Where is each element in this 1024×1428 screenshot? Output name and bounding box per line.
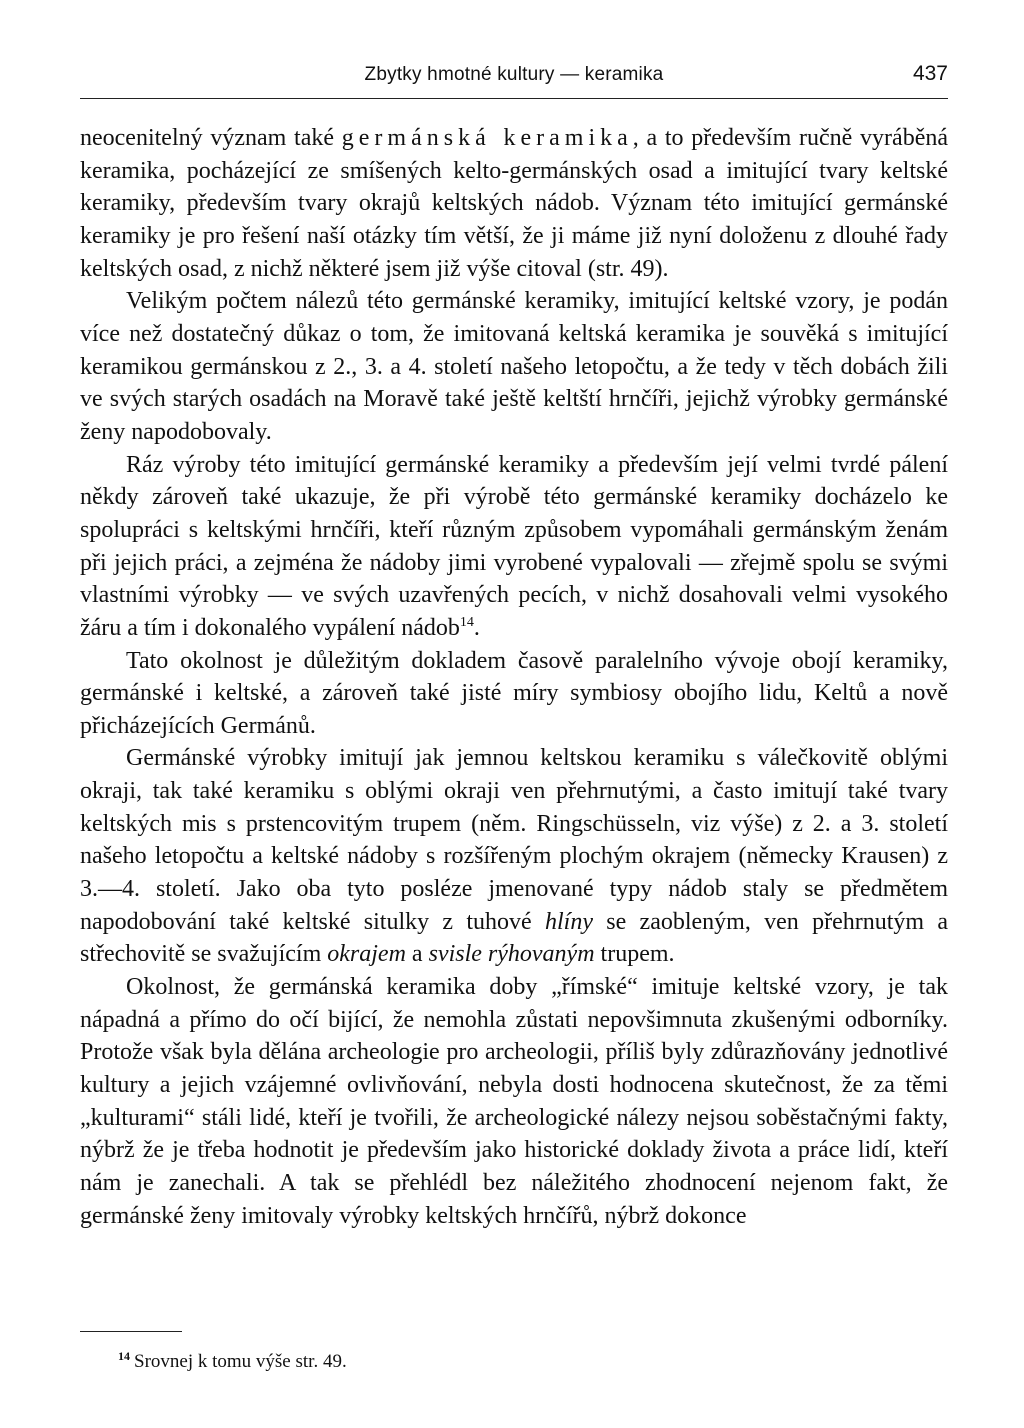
header-rule: [80, 98, 948, 99]
paragraph-1-spaced-term: germánská keramika: [341, 125, 633, 151]
footnote-reference[interactable]: 14: [459, 614, 474, 630]
paragraph-5-text-c: a: [405, 941, 429, 968]
paragraph-5-italic-3: svisle rýhovaným: [428, 941, 595, 968]
paragraph-1: [80, 122, 948, 285]
paragraph-2: Velikým počtem nálezů této germánské keramiky, imitující keltské vzory, je podán více než dostatečný důkaz o tom, že imitovaná keltská keramika je souvěká s imitující keramikou germánskou z 2., 3. a 4. století našeho letopočtu, a že tedy v těch dobách žili ve svých starých osadách na Moravě také ještě keltští hrnčíři, jejichž výrobky germánské ženy napodobovaly.: [80, 288, 948, 445]
footnote-number: 14: [118, 1349, 130, 1363]
paragraph-3-end: .: [473, 614, 480, 641]
paragraph-5-text-b: se zaobleným, ven přehrnutým a střechovitě se svažujícím: [80, 908, 948, 968]
paragraph-5-italic-2: okrajem: [327, 941, 406, 968]
footnote-rule: [80, 1331, 182, 1332]
running-title: Zbytky hmotné kultury — keramika: [364, 64, 664, 85]
paragraph-6: Okolnost, že germánská keramika doby „římské“ imituje keltské vzory, je tak nápadná a přímo do očí bijící, že nemohla zůstati nepovšimnuta zkušenými odborníky. Protože však byla dělána archeologie pro archeologii, příliš byly zdůrazňovány jednotlivé kultury a jejich vzájemné ovlivňování, nebyla dosti hodnocena skutečnost, že za těmi „kulturami“ stáli lidé, kteří je tvořili, že archeologické nálezy nejsou soběstačnými fakty, nýbrž že je třeba hodnotit je především jako historické doklady života a práce lidí, kteří nám je zanechali. A tak se přehlédl bez náležitého zhodnocení nejenom fakt, že germánské ženy imitovaly výrobky keltských hrnčířů, nýbrž dokonce: [80, 974, 948, 1229]
paragraph-3: [80, 449, 948, 645]
paragraph-5: [80, 742, 948, 971]
footnote-text: Srovnej k tomu výše str. 49.: [134, 1351, 347, 1372]
running-header: [80, 60, 948, 94]
paragraph-1-text-b: , a to především ručně vyráběná keramika, pocházející ze smíšených kelto-germánských osad a imitující tvary keltské keramiky, především tvary okrajů keltských nádob. Význam této imitující germánské keramiky je pro řešení naší otázky tím větší, že ji máme již nyní doloženu z dlouhé řady keltských osad, z nichž některé jsem již výše citoval (str. 49).: [80, 125, 948, 282]
body-text: [80, 122, 948, 1232]
paragraph-5-italic-1: hlíny: [544, 908, 593, 935]
paragraph-4: Tato okolnost je důležitým dokladem časově paralelního vývoje obojí keramiky, germánské i keltské, a zároveň také jisté míry symbiosy obojího lidu, Keltů a nově přicházejících Germánů.: [80, 647, 948, 739]
paragraph-3-text: Ráz výroby této imitující germánské keramiky a především její velmi tvrdé pálení někdy zároveň také ukazuje, že při výrobě této germánské keramiky docházelo ke spolupráci s keltskými hrnčíři, kteří různým způsobem vypomáhali germánským ženám při jejich práci, a zejména že nádoby jimi vyrobené vypalovali — zřejmě spolu se svými vlastními výrobky — ve svých uzavřených pecích, v nichž dosahovali velmi vysokého žáru a tím i dokonalého vypálení nádob: [80, 451, 948, 641]
footnote: [118, 1350, 347, 1374]
paragraph-5-text-a: Germánské výrobky imitují jak jemnou keltskou keramiku s válečkovitě oblými okraji, tak také keramiku s oblými okraji ven přehrnutými, a často imitují také tvary keltských mis s prstencovitým trupem (něm. Ringschüsseln, viz výše) z 2. a 3. století našeho letopočtu a keltské nádoby s rozšířeným plochým okrajem (německy Krausen) z 3.—4. století. Jako oba tyto posléze jmenované typy nádob staly se předmětem napodobování také keltské situlky z tuhové: [80, 745, 948, 935]
paragraph-5-text-d: trupem.: [594, 941, 675, 968]
page-number: 437: [912, 62, 948, 85]
paragraph-1-text-a: neocenitelný význam také: [80, 125, 342, 151]
